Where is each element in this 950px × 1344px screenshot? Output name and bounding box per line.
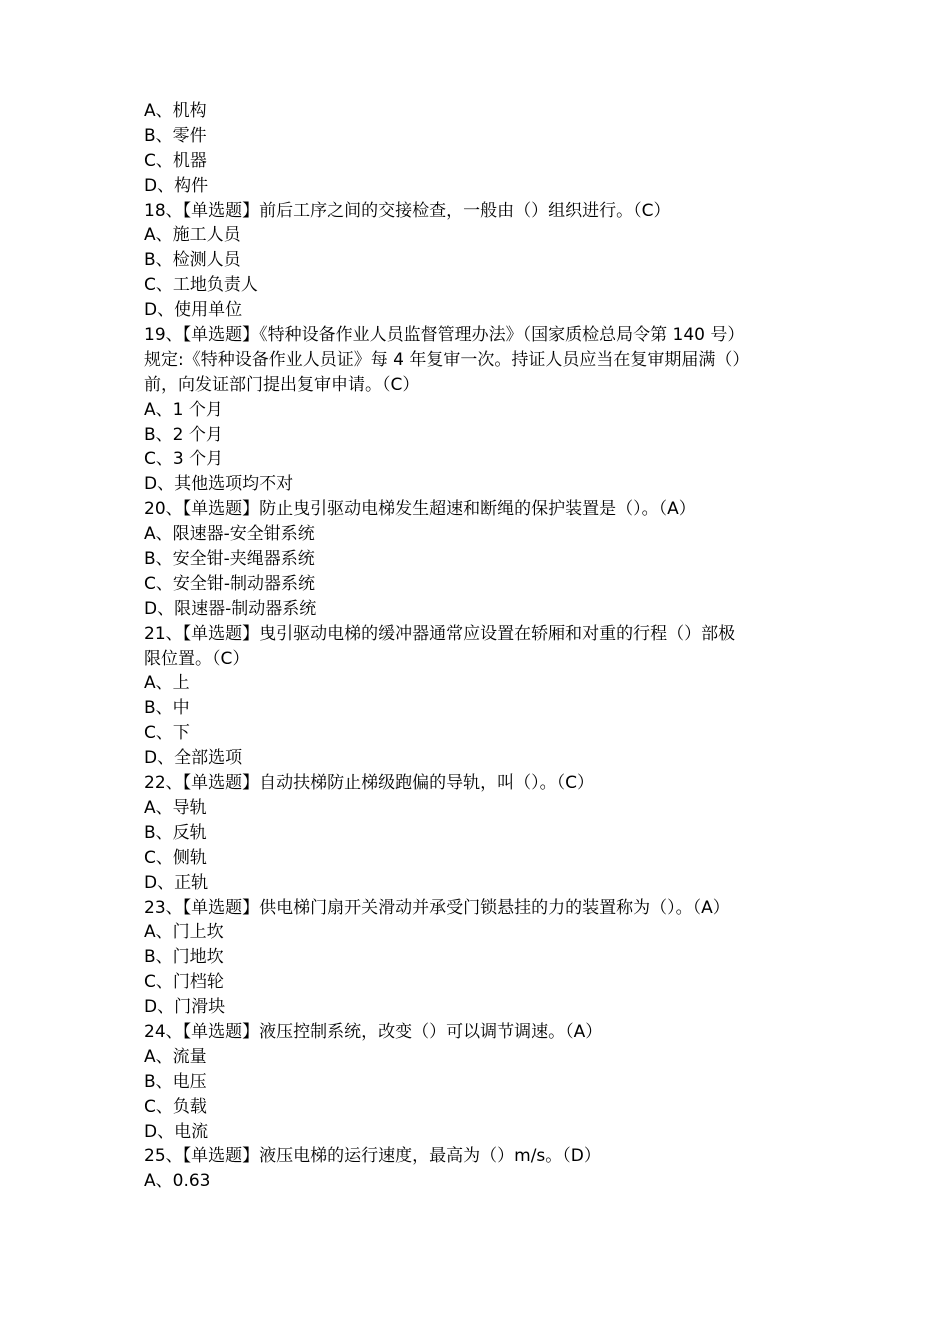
answer-option-line: D、限速器-制动器系统 bbox=[144, 598, 317, 619]
answer-option-line: A、门上坎 bbox=[144, 922, 224, 943]
answer-option-line: B、门地坎 bbox=[144, 947, 224, 968]
answer-option-line: C、工地负责人 bbox=[144, 275, 258, 296]
answer-option-line: D、其他选项均不对 bbox=[144, 474, 294, 495]
answer-option-line: B、安全钳-夹绳器系统 bbox=[144, 549, 315, 570]
question-line: 25、【单选题】液压电梯的运行速度，最高为（）m/s。（D） bbox=[144, 1146, 601, 1167]
answer-option-line: B、中 bbox=[144, 698, 190, 719]
question-line: 19、【单选题】《特种设备作业人员监督管理办法》（国家质检总局令第 140 号） bbox=[144, 325, 745, 346]
answer-option-line: C、负载 bbox=[144, 1096, 207, 1117]
question-line: 21、【单选题】曳引驱动电梯的缓冲器通常应设置在轿厢和对重的行程（）部极 bbox=[144, 623, 736, 644]
answer-option-line: A、施工人员 bbox=[144, 225, 241, 246]
question-line: 18、【单选题】前后工序之间的交接检查，一般由（）组织进行。（C） bbox=[144, 200, 671, 221]
answer-option-line: A、1 个月 bbox=[144, 399, 223, 420]
answer-option-line: C、侧轨 bbox=[144, 847, 207, 868]
answer-option-line: D、电流 bbox=[144, 1121, 209, 1142]
question-line: 22、【单选题】自动扶梯防止梯级跑偏的导轨，叫（）。（C） bbox=[144, 773, 595, 794]
answer-option-line: D、全部选项 bbox=[144, 748, 243, 769]
answer-option-line: C、门档轮 bbox=[144, 972, 224, 993]
question-continuation-line: 前，向发证部门提出复审申请。（C） bbox=[144, 374, 420, 395]
answer-option-line: B、2 个月 bbox=[144, 424, 223, 445]
answer-option-line: B、反轨 bbox=[144, 822, 207, 843]
answer-option-line: A、流量 bbox=[144, 1046, 207, 1067]
answer-option-line: B、零件 bbox=[144, 125, 207, 146]
answer-option-line: D、使用单位 bbox=[144, 300, 243, 321]
answer-option-line: A、导轨 bbox=[144, 797, 207, 818]
answer-option-line: A、0.63 bbox=[144, 1171, 211, 1192]
answer-option-line: A、限速器-安全钳系统 bbox=[144, 524, 315, 545]
answer-option-line: C、安全钳-制动器系统 bbox=[144, 573, 316, 594]
question-continuation-line: 限位置。（C） bbox=[144, 648, 250, 669]
question-line: 23、【单选题】供电梯门扇开关滑动并承受门锁悬挂的力的装置称为（）。（A） bbox=[144, 897, 730, 918]
question-line: 24、【单选题】液压控制系统，改变（）可以调节调速。（A） bbox=[144, 1021, 603, 1042]
question-continuation-line: 规定:《特种设备作业人员证》每 4 年复审一次。持证人员应当在复审期届满（） bbox=[144, 349, 750, 370]
question-line: 20、【单选题】防止曳引驱动电梯发生超速和断绳的保护装置是（）。（A） bbox=[144, 499, 696, 520]
answer-option-line: A、上 bbox=[144, 673, 190, 694]
answer-option-line: C、下 bbox=[144, 723, 190, 744]
answer-option-line: C、3 个月 bbox=[144, 449, 224, 470]
answer-option-line: A、机构 bbox=[144, 101, 207, 121]
document-page bbox=[144, 99, 814, 1194]
answer-option-line: C、机器 bbox=[144, 150, 207, 171]
answer-option-line: D、构件 bbox=[144, 175, 209, 196]
answer-option-line: D、门滑块 bbox=[144, 997, 226, 1018]
answer-option-line: B、检测人员 bbox=[144, 250, 241, 271]
answer-option-line: D、正轨 bbox=[144, 872, 209, 893]
answer-option-line: B、电压 bbox=[144, 1071, 207, 1092]
